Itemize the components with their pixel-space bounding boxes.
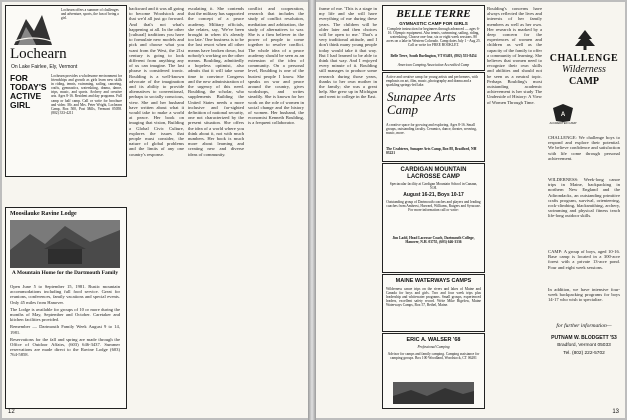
article-column-4: frame of me. 'This is a stage in my life and she will have everything of me during these years. The children will be older later and then choices will be open to me.' That's a very traditional attitude, and I don't think many young people today would take it that way. But I had learned to be able to think that way. And I enjoyed every minute of it. Boulding still manages to produce some research during those years, thanks to her own mother in the family; she was a great help. She grew up in Michigan and went to college in the East. [319, 6, 377, 100]
belle-terre-contact: Belle Terre, South Burlington, VT 05403, (802) 555-8454 [390, 54, 477, 58]
sunapee-contact: The Crabtrees, Sunapee Arts Camp, Box 88, Bradford, NH 03221 [386, 147, 477, 156]
moosilauke-headline: A Mountain Home for the Dartmouth Family [11, 270, 119, 276]
article-column-5: Boulding's concerns have always reflected the lives and interests of her family members as well as her own. Her research is marked by a deep concern for the experiences of women and children as well as the capacity of the family to offer a community of learning. She believes that women need to recognize their own skills and abilities and should not be seen as a neutral topic. Perhaps Boulding's most outstanding academic achievement is her study The Underside of History: A View of Women Through Time. [487, 6, 542, 105]
challenge-para-4: In addition, we have intensive four-week backpacking programs for boys 14-17 who wish to specialize. [548, 287, 620, 303]
lochearn-logo [12, 11, 54, 47]
belle-terre-ad [382, 5, 485, 71]
page-fold [308, 0, 316, 420]
article-column-1: backward and it was all going to become Woodstock and that we'd all just go forward. And that's not what's happening at all. In the other [cultural] traditions you have to formulate new models and pick and choose what you want from the West, the 21st century is going to look different from anything any of us can imagine. The last phrase is considered ironic. Boulding is a well-known advocate of the imagination and its ability to provide alternatives to conventional, perhaps to socially conscious, view. She and her husband have written about what it would take to make a world at peace. Her book on imaging that vision, Building a Global Civic Culture, explores the issues that people must consider, the nature of global problems and the limits of any one country's response. [129, 6, 184, 157]
cardigan-title: CARDIGAN MOUNTAIN LACROSSE CAMP [400, 167, 467, 180]
challenge-contact-phone: Tel. (802) 222-5702 [563, 351, 605, 356]
page-number-right: 13 [612, 409, 619, 415]
article-column-2: escalating it. She contends that the military has supported the concept of a peace academy. Military officials, she relates, say, 'We've been brought in when it's already too late.' One business is to be the last resort when all other means have broken down, but nobody's working on the other means. Boulding, admittedly a hopeless optimist, also admits that it will take some time to convince Congress and the new administration of the urgency of this need. Boulding, the scholar, who supplements Building the United States needs a more inclusive and far-sighted definition of national security, one not characterized by the present situation. She offers the idea of a world where you think about it, not with much numbers. Her book is much more about learning and creating new and diverse ideas of community. [188, 6, 244, 157]
cardigan-ad [382, 163, 485, 273]
lochearn-top-text: Lochearn offers a summer of challenges and adventure, sports, the fun of being a girl. [61, 8, 119, 21]
walser-ad [382, 333, 485, 409]
lodge-photo [10, 220, 120, 268]
challenge-para-3: CAMP: A group of boys, aged 10-16. Base camp is located in a 300-acre forest with a private 13-acre pond. Four and eight week sessions. [548, 249, 620, 270]
svg-text:A: A [560, 112, 566, 118]
badge-text: ACCREDITED CAMP [549, 121, 577, 125]
challenge-name-line3: CAMP [569, 76, 599, 87]
cardigan-contact: Jim Ladd, Head Lacrosse Coach, Dartmouth College, Hanover, N.H. 03755, (603) 646-3336 [392, 236, 475, 245]
challenge-contact-city: Bradford, Vermont 05033 [557, 343, 611, 348]
challenge-contact-name: PUTNAM W. BLODGETT '53 [551, 335, 617, 341]
maine-waterways-ad [382, 274, 485, 332]
lochearn-location: On Lake Fairlee, Ely, Vermont [11, 64, 78, 70]
lochearn-ad [5, 5, 127, 177]
lochearn-body: Lochearn provides a wholesome environment for friendships and growth as girls learn new skills in riding, tennis, swimming, sailing, canoeing, crafts, gymnastics, waterskiing, drama, dance, trips, music, and sports. Archery and creative arts. Ages 8-16. Resident and day programs. Full camp or half camp. Call or write for brochure and video. Mr. and Mrs. Peter Wright, Lochearn Camp, Box 500, Post Mills, Vermont 05058. (802) 333-4211 [51, 74, 122, 115]
cardigan-dates: August 16-21, Boys 10-17 [403, 192, 464, 198]
walser-title: Professional Camping [417, 345, 450, 349]
challenge-ad [546, 5, 622, 415]
belle-terre-details: Complete instruction for beginners through advanced — ages 6-16. Olympic equipment. Also tennis, swimming, sailing, riding, waterskiing. Choose one-four, six or eight week sessions. 80 acres on a lake in Western Colorado. Camp dates July 1 - Aug 25. Call or write for FREE BOOKLET. [386, 27, 481, 48]
walser-body: Advisor for camps and family camping. Camping assistance for camping groups. Box 100 Woodland, Woodstock, CT 06281 [387, 352, 480, 361]
lochearn-tagline: FOR TODAY'S ACTIVE GIRL [10, 73, 47, 110]
cardigan-subtitle: Spectacular facility at Cardigan Mountain School in Canaan, N.H. [389, 182, 478, 191]
sunapee-top-text: Active and creative camp for young artists and performers, with emphasis on art, film, music, photography and drama and a sparkling springs-fed lake. [386, 75, 479, 88]
belle-terre-accreditation: American Camping Association Accredited Camp [397, 63, 470, 67]
sunapee-name: Sunapee Arts Camp [387, 89, 456, 117]
challenge-para-1: CHALLENGE: We challenge boys to respond and explore their potential. We believe confidence and satisfaction with life come through personal achievement. [548, 135, 620, 161]
lochearn-name: Lochearn [10, 46, 67, 62]
sunapee-body: A creative space for growing and exploring. Ages 8-16. Small groups, outstanding faculty. Ceramics, dance, theater, weaving, music, more. [386, 123, 477, 136]
accredited-camp-badge [549, 103, 577, 127]
belle-terre-subtitle: GYMNASTIC CAMP FOR GIRLS [399, 21, 468, 26]
challenge-name-line2: Wilderness [562, 64, 606, 75]
challenge-name-line1: CHALLENGE [549, 53, 619, 64]
walser-photo [393, 382, 474, 404]
challenge-para-2: WILDERNESS: Week-long canoe trips in Maine, backpacking in northern New England and the Adirondacks, an outstanding primitive crafts program, survival, orienteering, rock-climbing, blacksmithing, archery, swimming and physical fitness teach life-long outdoor skills. [548, 177, 620, 219]
tree-logo-icon [570, 29, 600, 51]
article-column-3: conflict and cooperation, research that includes the study of conflict resolution, mediation and arbitration, the study of alternatives to war. She is a firm believer in the power of people to come together to resolve conflict. The whole idea of a peace academy should be seen as an extension of the idea of community. On a personal level, Boulding is one of the busiest people I know. She speaks on war and peace around the country, gives workshops, and writes steadily. She is known for her work on the role of women in social change and the history of women. Her husband, the economist Kenneth Boulding, is a frequent collaborator. [248, 6, 304, 126]
moosilauke-body: Open June 5 to September 15, 1981. Rustic mountain accommodations including full food service. Great for reunions, conferences, family vacations and special events. Only 45 miles from Hanover. The Lodge is available for groups of 10 or more during the months of May, September and October. Caretaker and kitchen facilities provided. Remember — Dartmouth Family Week August 9 to 14, 1981. Reservations for the fall and spring are made through the Office of Outdoor Affairs, (603) 646-3437. Summer reservations are made direct to the Ravine Lodge (603) 764-5858. [10, 284, 120, 358]
sunapee-ad [382, 72, 485, 162]
moosilauke-title: Moosilauke Ravine Lodge [10, 211, 77, 217]
maine-waterways-body: Wilderness canoe trips on the rivers and lakes of Maine and Canada for boys and girls. Two and four week trips plus leadership and whitewater programs. Small groups, experienced leaders, excellent safety record. Write Mike Bigelow, Maine Waterways Camps, Box 57, Bethel, Maine. [386, 287, 481, 308]
moosilauke-ad [5, 207, 127, 409]
walser-name: ERIC A. WALSER '68 [406, 337, 461, 343]
belle-terre-name: BELLE TERRE [396, 8, 471, 20]
left-page [2, 2, 308, 418]
page-number-left: 12 [8, 409, 15, 415]
cardigan-body: Outstanding group of Dartmouth coaches and players and leading coaches from Amherst, Harvard, Williams, Rutgers and Syracuse. For more information call or write: [386, 200, 481, 213]
right-page [316, 2, 625, 418]
challenge-info-label: for further information— [556, 323, 612, 329]
maine-waterways-title: MAINE WATERWAYS CAMPS [395, 278, 472, 284]
